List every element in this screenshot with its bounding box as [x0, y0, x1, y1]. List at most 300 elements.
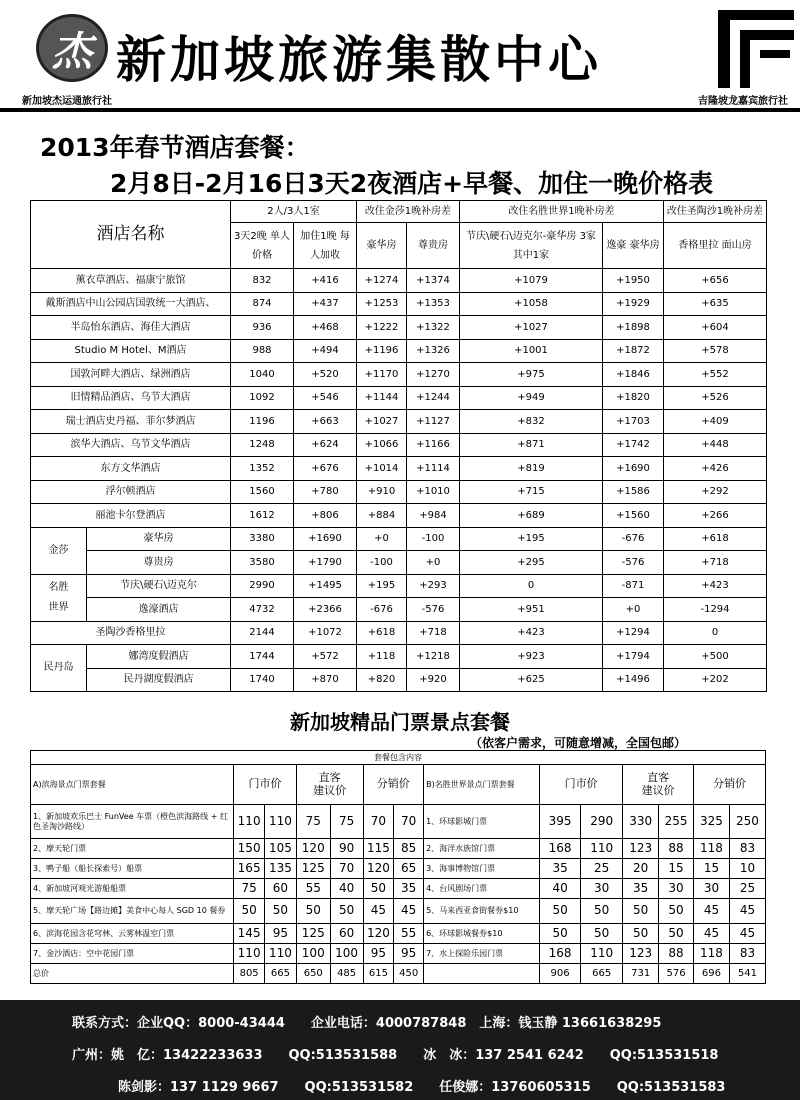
price-cell: 60: [265, 879, 297, 899]
price-cell: +1560: [603, 504, 664, 528]
price-cell: +1703: [603, 410, 664, 434]
price-cell: 330: [623, 805, 659, 839]
price-cell: 110: [265, 944, 297, 964]
price-cell: 123: [623, 944, 659, 964]
header: [0, 0, 800, 112]
total-cell: 665: [265, 964, 297, 984]
price-cell: 110: [234, 944, 265, 964]
price-cell: -100: [407, 527, 460, 551]
price-cell: 50: [659, 899, 694, 924]
hotel-name: 娜湾度假酒店: [87, 645, 231, 669]
price-cell: +1001: [460, 339, 603, 363]
price-cell: 105: [265, 839, 297, 859]
price-cell: 2990: [231, 574, 294, 598]
price-cell: 50: [581, 899, 623, 924]
price-cell: +1742: [603, 433, 664, 457]
price-cell: 988: [231, 339, 294, 363]
price-cell: +870: [294, 668, 357, 692]
attraction-name: 6、环球影城餐券$10: [424, 924, 540, 944]
company-right: 吉隆坡龙嘉宾旅行社: [698, 96, 788, 107]
hotel-price-table: [30, 200, 767, 692]
attraction-name: 2、摩天轮门票: [31, 839, 234, 859]
price-cell: +1326: [407, 339, 460, 363]
company-left: 新加坡杰运通旅行社: [22, 96, 112, 107]
price-cell: +635: [664, 292, 767, 316]
price-cell: +951: [460, 598, 603, 622]
price-cell: +718: [407, 621, 460, 645]
price-cell: 40: [540, 879, 581, 899]
price-cell: 1352: [231, 457, 294, 481]
price-cell: 45: [694, 899, 730, 924]
price-cell: +292: [664, 480, 767, 504]
table-row: [31, 269, 767, 293]
price-cell: 325: [694, 805, 730, 839]
price-cell: -871: [603, 574, 664, 598]
price-cell: 25: [581, 859, 623, 879]
ticket-package-table: [30, 750, 766, 984]
price-cell: 35: [540, 859, 581, 879]
contact-line-2: 广州：姚 亿：13422233633 QQ:513531588 冰 冰：137 2541 6242 QQ:513531518: [72, 1048, 719, 1063]
price-cell: +526: [664, 386, 767, 410]
price-cell: +1929: [603, 292, 664, 316]
brand-f-icon: [716, 8, 796, 90]
price-cell: 45: [729, 899, 765, 924]
total-cell: 450: [394, 964, 424, 984]
price-cell: 168: [540, 944, 581, 964]
section-subtitle-hotel: 2月8日-2月16日3天2夜酒店+早餐、加住一晚价格表: [110, 169, 714, 198]
price-cell: +1294: [603, 621, 664, 645]
price-cell: +625: [460, 668, 603, 692]
ticket-table-title-row: [31, 751, 766, 765]
price-cell: 60: [330, 924, 363, 944]
price-cell: +718: [664, 551, 767, 575]
price-cell: +0: [357, 527, 407, 551]
table-row: [31, 879, 766, 899]
price-cell: +1270: [407, 363, 460, 387]
price-cell: +920: [407, 668, 460, 692]
price-cell: 70: [394, 805, 424, 839]
price-cell: 85: [394, 839, 424, 859]
table-row: [31, 339, 767, 363]
price-cell: +1496: [603, 668, 664, 692]
sub-header: 尊贵房: [407, 223, 460, 269]
price-cell: 88: [659, 944, 694, 964]
attraction-name: 6、滨海花园含花穹林、云雾林温室门票: [31, 924, 234, 944]
price-cell: 135: [265, 859, 297, 879]
hotel-name: 节庆\硬石\迈克尔: [87, 574, 231, 598]
price-cell: 3580: [231, 551, 294, 575]
table-row: [31, 944, 766, 964]
price-cell: -100: [357, 551, 407, 575]
sub-header: 3天2晚 单人价格: [231, 223, 294, 269]
logo-char: 杰: [52, 27, 92, 75]
price-cell: +806: [294, 504, 357, 528]
hotel-group: 金莎: [31, 527, 87, 574]
price-cell: +1058: [460, 292, 603, 316]
table-row: [31, 668, 767, 692]
hotel-name: 尊贵房: [87, 551, 231, 575]
price-cell: +1374: [407, 269, 460, 293]
price-cell: 168: [540, 839, 581, 859]
price-cell: -576: [407, 598, 460, 622]
price-cell: +689: [460, 504, 603, 528]
attraction-name: 1、新加坡欢乐巴士 FunVee 车票（橙色滨海路线 + 红色圣淘沙路线）: [31, 805, 234, 839]
price-cell: -1294: [664, 598, 767, 622]
price-cell: +1196: [357, 339, 407, 363]
attraction-name: 3、鸭子船（船长探索号）船票: [31, 859, 234, 879]
total-label: 总价: [31, 964, 234, 984]
ticket-header-row: [31, 765, 766, 805]
price-cell: +618: [664, 527, 767, 551]
price-cell: 83: [729, 839, 765, 859]
price-cell: 1740: [231, 668, 294, 692]
hotel-name: 浮尔顿酒店: [31, 480, 231, 504]
total-spacer: [424, 964, 540, 984]
ticket-table-title: 套餐包含内容: [31, 751, 766, 765]
price-cell: 75: [234, 879, 265, 899]
price-cell: 120: [363, 924, 394, 944]
price-cell: +1253: [357, 292, 407, 316]
hotel-name: 民丹湖度假酒店: [87, 668, 231, 692]
price-cell: 40: [330, 879, 363, 899]
price-cell: +423: [460, 621, 603, 645]
price-cell: 65: [394, 859, 424, 879]
price-cell: 50: [234, 899, 265, 924]
price-cell: 110: [234, 805, 265, 839]
price-cell: 50: [330, 899, 363, 924]
price-cell: +266: [664, 504, 767, 528]
price-cell: +819: [460, 457, 603, 481]
price-cell: 123: [623, 839, 659, 859]
right-package-header: B)名胜世界景点门票套餐: [424, 765, 540, 805]
table-row: [31, 386, 767, 410]
hotel-group: 名胜 世界: [31, 574, 87, 621]
price-cell: +1820: [603, 386, 664, 410]
attraction-name: 2、海洋水族馆门票: [424, 839, 540, 859]
price-cell: +656: [664, 269, 767, 293]
price-cell: +1790: [294, 551, 357, 575]
price-cell: 45: [694, 924, 730, 944]
price-cell: 100: [330, 944, 363, 964]
price-cell: +1950: [603, 269, 664, 293]
price-cell: +923: [460, 645, 603, 669]
hotel-name: 滨华大酒店、乌节文华酒店: [31, 433, 231, 457]
hotel-name: 国敦河畔大酒店、绿洲酒店: [31, 363, 231, 387]
hotel-name: 逸濠酒店: [87, 598, 231, 622]
hotel-name-header: 酒店名称: [31, 201, 231, 269]
total-cell: 696: [694, 964, 730, 984]
price-cell: +1170: [357, 363, 407, 387]
price-cell: +1495: [294, 574, 357, 598]
price-cell: +520: [294, 363, 357, 387]
table-row: [31, 292, 767, 316]
table-row: [31, 924, 766, 944]
price-cell: +820: [357, 668, 407, 692]
price-cell: 50: [296, 899, 330, 924]
price-cell: +1222: [357, 316, 407, 340]
section-title-hotel: 2013年春节酒店套餐：: [40, 133, 310, 162]
price-cell: +1244: [407, 386, 460, 410]
hotel-group: 民丹岛: [31, 645, 87, 692]
price-cell: 100: [296, 944, 330, 964]
table-row: [31, 859, 766, 879]
hotel-name: 戴斯酒店中山公园店国敦统一大酒店、: [31, 292, 231, 316]
price-cell: 395: [540, 805, 581, 839]
price-cell: +871: [460, 433, 603, 457]
hotel-name: 半岛怡东酒店、海佳大酒店: [31, 316, 231, 340]
table-row: [31, 621, 767, 645]
price-cell: +1066: [357, 433, 407, 457]
price-cell: +1872: [603, 339, 664, 363]
price-cell: 75: [296, 805, 330, 839]
price-cell: 832: [231, 269, 294, 293]
price-cell: +195: [357, 574, 407, 598]
price-cell: +1322: [407, 316, 460, 340]
price-cell: +0: [603, 598, 664, 622]
total-cell: 805: [234, 964, 265, 984]
attraction-name: 3、海事博物馆门票: [424, 859, 540, 879]
price-cell: +663: [294, 410, 357, 434]
attraction-name: 5、摩天轮广场【路边摊】美食中心每人 SGD 10 餐券: [31, 899, 234, 924]
hotel-name: 薰衣草酒店、福康宁旅馆: [31, 269, 231, 293]
table-row: [31, 480, 767, 504]
price-cell: +832: [460, 410, 603, 434]
price-cell: 874: [231, 292, 294, 316]
sub-header: 豪华房: [357, 223, 407, 269]
table-row: [31, 551, 767, 575]
price-cell: +1127: [407, 410, 460, 434]
price-cell: +1274: [357, 269, 407, 293]
price-cell: 50: [623, 924, 659, 944]
price-cell: 35: [623, 879, 659, 899]
price-cell: +715: [460, 480, 603, 504]
table-row: [31, 805, 766, 839]
price-cell: +618: [357, 621, 407, 645]
price-cell: +1218: [407, 645, 460, 669]
left-package-header: A)滨海景点门票套餐: [31, 765, 234, 805]
table-row: [31, 574, 767, 598]
total-cell: 906: [540, 964, 581, 984]
price-cell: 50: [363, 879, 394, 899]
table-row: [31, 527, 767, 551]
header-divider: [0, 108, 800, 112]
price-cell: 165: [234, 859, 265, 879]
attraction-name: 7、金沙酒店：空中花园门票: [31, 944, 234, 964]
price-cell: +1353: [407, 292, 460, 316]
price-header: 门市价: [234, 765, 297, 805]
price-cell: 70: [363, 805, 394, 839]
price-cell: +426: [664, 457, 767, 481]
price-cell: 1040: [231, 363, 294, 387]
price-cell: -676: [357, 598, 407, 622]
price-cell: +1794: [603, 645, 664, 669]
group-header: 2人/3人1室: [231, 201, 357, 223]
price-cell: +295: [460, 551, 603, 575]
price-cell: 50: [265, 899, 297, 924]
price-cell: -676: [603, 527, 664, 551]
total-cell: 615: [363, 964, 394, 984]
price-cell: 1196: [231, 410, 294, 434]
price-cell: +202: [664, 668, 767, 692]
price-cell: 35: [394, 879, 424, 899]
price-cell: 4732: [231, 598, 294, 622]
total-cell: 576: [659, 964, 694, 984]
total-cell: 665: [581, 964, 623, 984]
price-cell: 50: [581, 924, 623, 944]
price-cell: 15: [694, 859, 730, 879]
hotel-name: Studio M Hotel、M酒店: [31, 339, 231, 363]
price-cell: 55: [296, 879, 330, 899]
price-cell: +118: [357, 645, 407, 669]
price-cell: 15: [659, 859, 694, 879]
price-cell: +416: [294, 269, 357, 293]
price-cell: 936: [231, 316, 294, 340]
price-cell: 95: [363, 944, 394, 964]
price-cell: 70: [330, 859, 363, 879]
price-cell: +468: [294, 316, 357, 340]
price-cell: +500: [664, 645, 767, 669]
table-row: [31, 504, 767, 528]
price-cell: 45: [394, 899, 424, 924]
price-cell: +293: [407, 574, 460, 598]
price-cell: +1166: [407, 433, 460, 457]
price-cell: +910: [357, 480, 407, 504]
price-cell: +0: [407, 551, 460, 575]
company-logo: [36, 14, 108, 82]
table-row: [31, 645, 767, 669]
price-cell: 1092: [231, 386, 294, 410]
price-cell: +448: [664, 433, 767, 457]
price-cell: 290: [581, 805, 623, 839]
price-cell: 95: [394, 944, 424, 964]
price-cell: 50: [623, 899, 659, 924]
price-cell: 1612: [231, 504, 294, 528]
price-cell: 1248: [231, 433, 294, 457]
total-cell: 485: [330, 964, 363, 984]
hotel-name: 瑞士酒店史丹福、菲尔梦酒店: [31, 410, 231, 434]
price-cell: +676: [294, 457, 357, 481]
price-cell: +1690: [294, 527, 357, 551]
price-cell: 110: [581, 944, 623, 964]
attraction-name: 1、环球影城门票: [424, 805, 540, 839]
price-cell: +409: [664, 410, 767, 434]
total-cell: 731: [623, 964, 659, 984]
price-cell: 120: [363, 859, 394, 879]
price-cell: 83: [729, 944, 765, 964]
hotel-name: 旧情精品酒店、乌节大酒店: [31, 386, 231, 410]
attraction-name: 4、新加坡河观光游船船票: [31, 879, 234, 899]
table-row: [31, 839, 766, 859]
price-cell: +1072: [294, 621, 357, 645]
price-cell: +984: [407, 504, 460, 528]
price-cell: 255: [659, 805, 694, 839]
price-cell: 118: [694, 944, 730, 964]
price-cell: +949: [460, 386, 603, 410]
price-cell: 95: [265, 924, 297, 944]
page-title: 新加坡旅游集散中心: [116, 31, 602, 89]
price-cell: +546: [294, 386, 357, 410]
price-cell: +1846: [603, 363, 664, 387]
group-header: 改住圣陶沙1晚补房差: [664, 201, 767, 223]
hotel-name: 丽池卡尔登酒店: [31, 504, 231, 528]
price-cell: 0: [460, 574, 603, 598]
attraction-name: 5、马来西亚食街餐券$10: [424, 899, 540, 924]
price-cell: 50: [540, 924, 581, 944]
suggest-header: 直客 建议价: [623, 765, 694, 805]
group-header: 改住名胜世界1晚补房差: [460, 201, 664, 223]
price-cell: 115: [363, 839, 394, 859]
attraction-name: 4、台风剧场门票: [424, 879, 540, 899]
price-cell: 30: [694, 879, 730, 899]
table-row: [31, 433, 767, 457]
total-row: [31, 964, 766, 984]
price-cell: 20: [623, 859, 659, 879]
price-cell: 150: [234, 839, 265, 859]
price-cell: +1898: [603, 316, 664, 340]
contact-line-1: 联系方式：企业QQ：8000-43444 企业电话：4000787848 上海：钱玉静 13661638295: [72, 1016, 662, 1031]
price-cell: 118: [694, 839, 730, 859]
hotel-name: 圣陶沙香格里拉: [31, 621, 231, 645]
attraction-name: 7、水上探险乐园门票: [424, 944, 540, 964]
price-cell: +1079: [460, 269, 603, 293]
price-cell: +1014: [357, 457, 407, 481]
price-cell: +1144: [357, 386, 407, 410]
group-header: 改住金莎1晚补房差: [357, 201, 460, 223]
section-subtitle-tickets: （依客户需求，可随意增减，全国包邮）: [470, 736, 687, 750]
price-cell: 30: [581, 879, 623, 899]
price-cell: 25: [729, 879, 765, 899]
price-cell: 90: [330, 839, 363, 859]
price-cell: +552: [664, 363, 767, 387]
price-cell: 50: [659, 924, 694, 944]
sale-header: 分销价: [363, 765, 424, 805]
sub-header: 逸豪 豪华房: [603, 223, 664, 269]
price-cell: +572: [294, 645, 357, 669]
price-cell: +195: [460, 527, 603, 551]
price-cell: 110: [581, 839, 623, 859]
price-cell: +624: [294, 433, 357, 457]
price-cell: +1027: [357, 410, 407, 434]
sub-header: 香格里拉 面山房: [664, 223, 767, 269]
price-cell: 30: [659, 879, 694, 899]
price-cell: 1744: [231, 645, 294, 669]
price-cell: +1027: [460, 316, 603, 340]
sub-header: 加住1晚 每人加收: [294, 223, 357, 269]
contact-footer: [0, 1000, 800, 1100]
price-cell: 110: [265, 805, 297, 839]
table-row: [31, 410, 767, 434]
price-header: 门市价: [540, 765, 623, 805]
price-cell: +780: [294, 480, 357, 504]
price-cell: 45: [729, 924, 765, 944]
total-cell: 650: [296, 964, 330, 984]
price-cell: 0: [664, 621, 767, 645]
price-cell: +494: [294, 339, 357, 363]
price-cell: +423: [664, 574, 767, 598]
contact-line-3: 陈剑影：137 1129 9667 QQ:513531582 任俊娜：13760605315 QQ:513531583: [118, 1080, 726, 1095]
price-cell: +437: [294, 292, 357, 316]
price-cell: +975: [460, 363, 603, 387]
price-cell: +604: [664, 316, 767, 340]
price-cell: +1690: [603, 457, 664, 481]
sub-header: 节庆\硬石\迈克尔-豪华房 3家其中1家: [460, 223, 603, 269]
sale-header: 分销价: [694, 765, 766, 805]
price-cell: +1586: [603, 480, 664, 504]
table-row: [31, 316, 767, 340]
price-cell: 45: [363, 899, 394, 924]
price-cell: +1114: [407, 457, 460, 481]
table-row: [31, 457, 767, 481]
